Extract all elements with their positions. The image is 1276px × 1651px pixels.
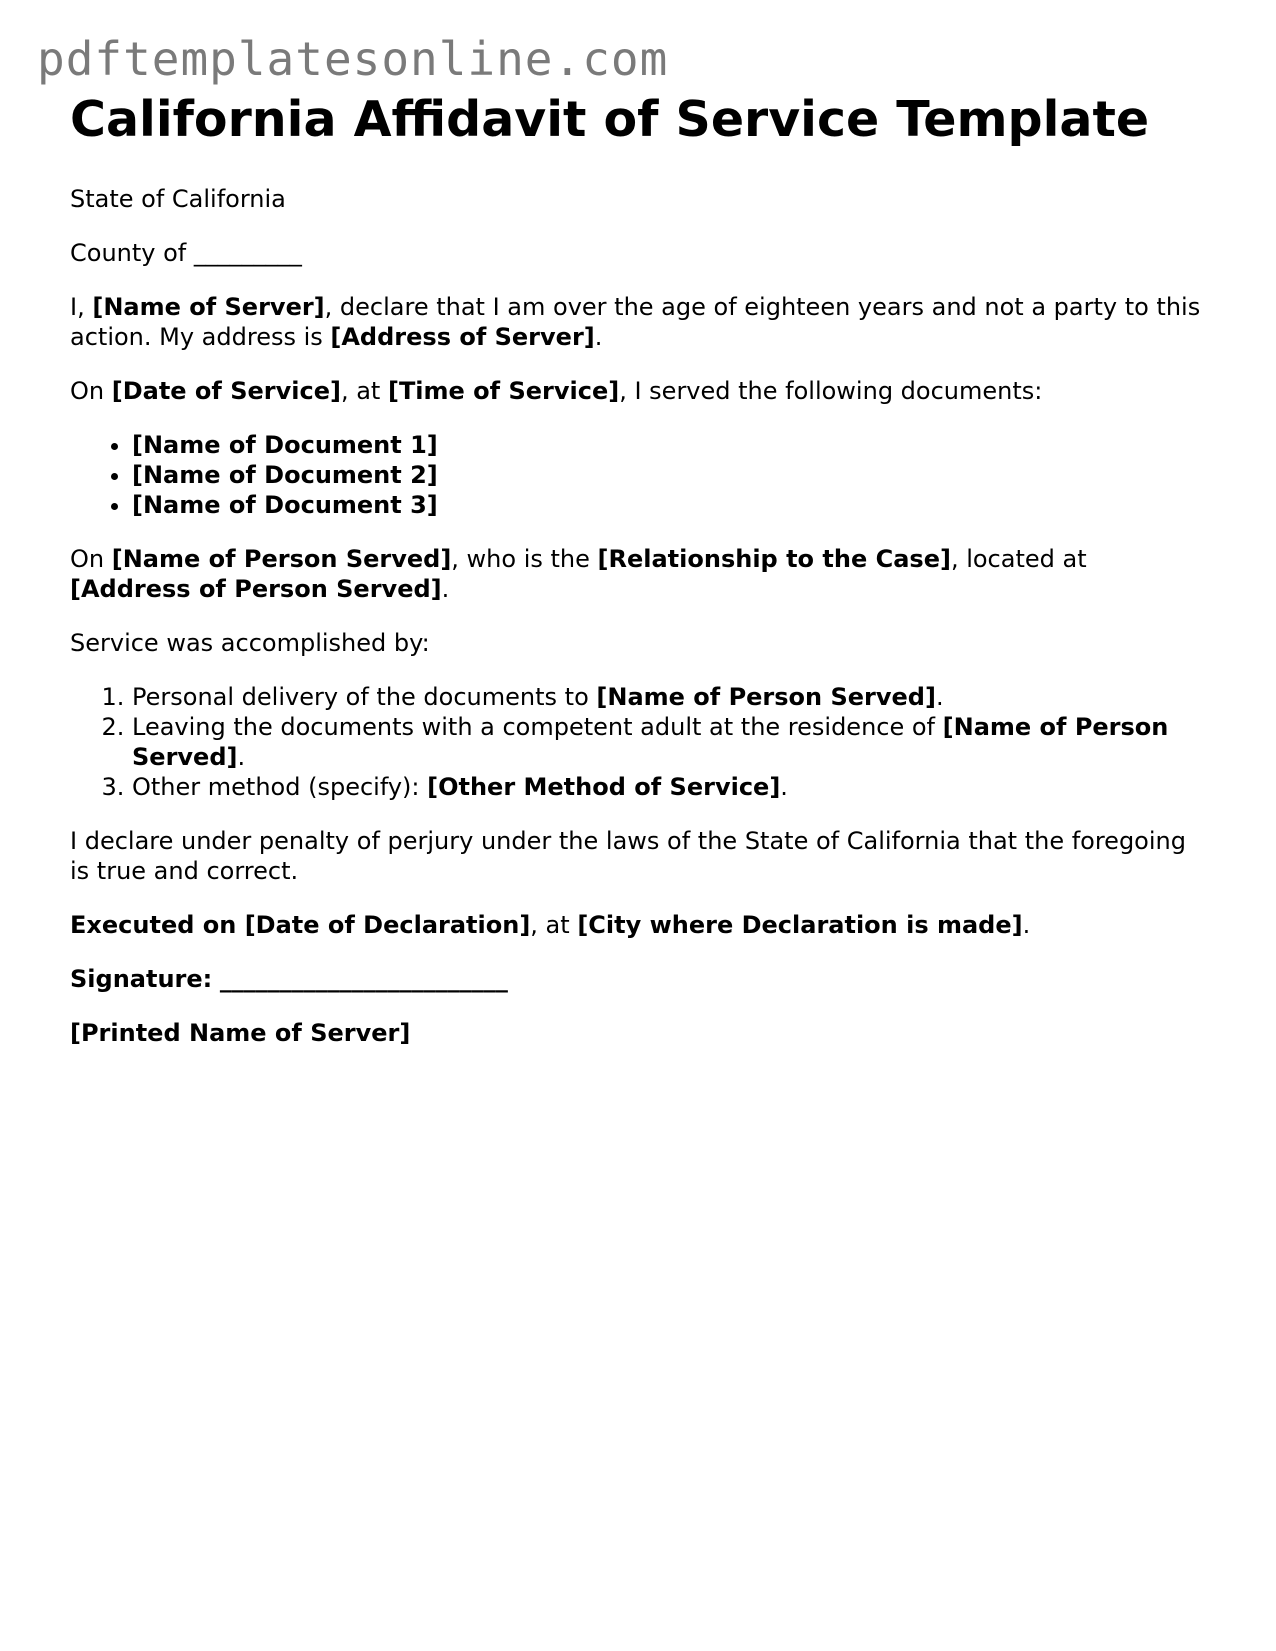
service-time-text: On xyxy=(70,377,112,405)
service-time-text: , at xyxy=(340,377,388,405)
served-person-paragraph xyxy=(70,544,1210,604)
document-name-field: [Name of Document 1] xyxy=(132,431,438,459)
county-blank: _________ xyxy=(193,239,302,267)
list-item xyxy=(132,460,1210,490)
date-of-service-field: [Date of Service] xyxy=(111,377,341,405)
served-person-text: On xyxy=(70,545,112,573)
list-item xyxy=(132,712,1210,772)
method-text: Personal delivery of the documents to xyxy=(132,683,597,711)
state-line: State of California xyxy=(70,185,286,213)
executed-text: , at xyxy=(530,911,578,939)
service-time-text: , I served the following documents: xyxy=(619,377,1043,405)
method-intro: Service was accomplished by: xyxy=(70,629,430,657)
document-name-field: [Name of Document 2] xyxy=(132,461,438,489)
method-text: . xyxy=(935,683,944,711)
list-item xyxy=(132,682,1210,712)
service-time-paragraph xyxy=(70,376,1210,406)
served-person-text: . xyxy=(441,575,450,603)
relationship-field: [Relationship to the Case] xyxy=(597,545,951,573)
county-line xyxy=(70,238,1210,268)
name-of-person-served-field: [Name of Person Served] xyxy=(132,713,1169,771)
signature-blank: ________________________ xyxy=(219,965,508,993)
county-label: County of xyxy=(70,239,187,267)
declaration-text: , declare that I am over the age of eighteen years and not a party to this action. My address is xyxy=(70,293,1201,351)
printed-name-field: [Printed Name of Server] xyxy=(70,1019,411,1047)
methods-list xyxy=(70,682,1210,802)
method-text: . xyxy=(237,743,246,771)
executed-line xyxy=(70,910,1210,940)
list-item xyxy=(132,772,1210,802)
signature-line xyxy=(70,964,1210,994)
declaration-text: I, xyxy=(70,293,93,321)
city-field: [City where Declaration is made] xyxy=(577,911,1023,939)
list-item xyxy=(132,430,1210,460)
documents-list xyxy=(70,430,1210,520)
watermark: pdftemplatesonline.com xyxy=(37,32,669,86)
perjury-statement: I declare under penalty of perjury under the laws of the State of California that the foregoing is true and correct. xyxy=(70,827,1186,885)
executed-text: . xyxy=(1022,911,1031,939)
address-of-server-field: [Address of Server] xyxy=(330,323,595,351)
served-person-text: , located at xyxy=(950,545,1087,573)
date-of-declaration-field: [Date of Declaration] xyxy=(244,911,531,939)
document-name-field: [Name of Document 3] xyxy=(132,491,438,519)
served-person-text: , who is the xyxy=(451,545,598,573)
method-text: Other method (specify): xyxy=(132,773,428,801)
list-item xyxy=(132,490,1210,520)
document-page xyxy=(70,88,1210,1048)
method-text: . xyxy=(780,773,788,801)
printed-name-line xyxy=(70,1018,1210,1048)
other-method-field: [Other Method of Service] xyxy=(427,773,781,801)
time-of-service-field: [Time of Service] xyxy=(387,377,620,405)
method-text: Leaving the documents with a competent adult at the residence of xyxy=(132,713,943,741)
declaration-paragraph xyxy=(70,292,1210,352)
address-of-person-served-field: [Address of Person Served] xyxy=(70,575,442,603)
declaration-text: . xyxy=(594,323,603,351)
name-of-person-served-field: [Name of Person Served] xyxy=(596,683,936,711)
signature-label: Signature: xyxy=(70,965,213,993)
executed-label: Executed on xyxy=(70,911,245,939)
page-title: California Affidavit of Service Template xyxy=(70,91,1150,148)
name-of-person-served-field: [Name of Person Served] xyxy=(111,545,452,573)
name-of-server-field: [Name of Server] xyxy=(92,293,325,321)
